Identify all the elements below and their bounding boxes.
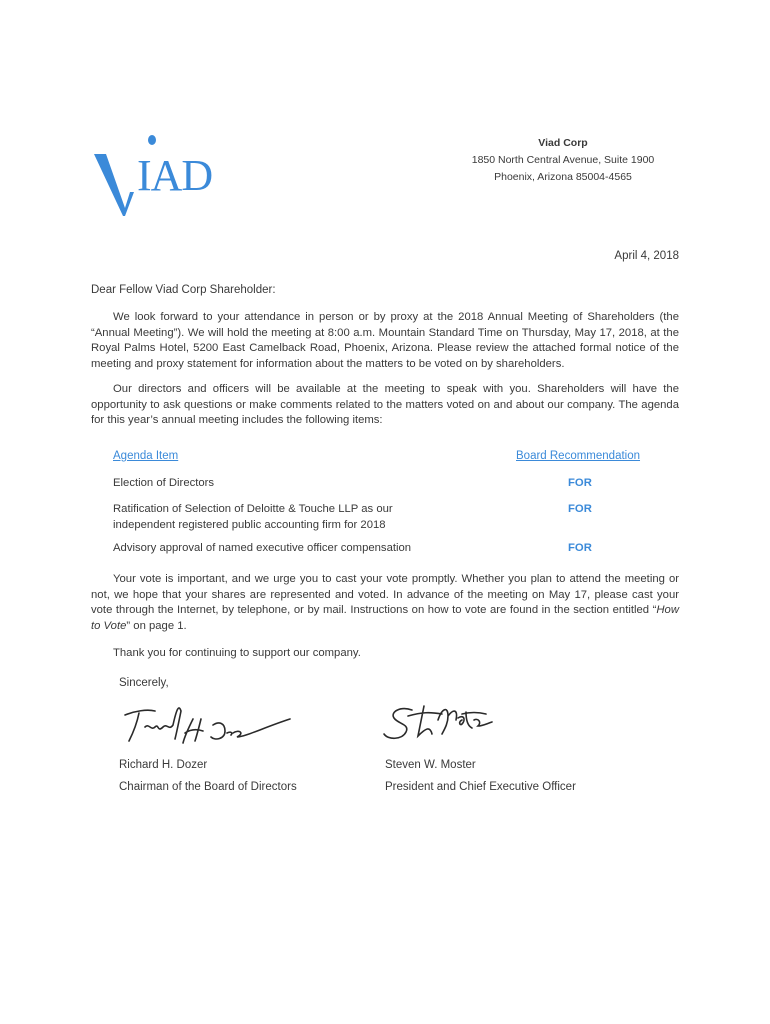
- address-line-1: 1850 North Central Avenue, Suite 1900: [471, 154, 655, 166]
- signature-steven-moster: [382, 700, 497, 745]
- letterhead-address: [440, 135, 686, 186]
- letter-date: April 4, 2018: [614, 250, 679, 262]
- agenda-recommendation: FOR: [568, 477, 592, 489]
- board-recommendation-header: Board Recommendation: [516, 450, 641, 462]
- salutation: Dear Fellow Viad Corp Shareholder:: [91, 284, 276, 296]
- agenda-item-header: Agenda Item: [113, 450, 179, 462]
- agenda-recommendation: FOR: [568, 542, 592, 554]
- agenda-item-text: Election of Directors: [113, 477, 215, 489]
- viad-logo: [92, 130, 237, 220]
- vote-text-after: ” on page 1.: [126, 619, 187, 632]
- thanks-paragraph: Thank you for continuing to support our company.: [113, 647, 361, 659]
- agenda-item-text: Ratification of Selection of Deloitte & Touche LLP as our independent registered public accounting firm for 2018: [113, 503, 393, 531]
- closing: Sincerely,: [119, 677, 169, 689]
- vote-text-before: Your vote is important, and we urge you to cast your vote promptly. Whether you plan to attend the meeting or not, we hope that your shares are represented and voted. In advance of the meeting on May 17, please cast your vote through the Internet, by telephone, or by mail. Instructions on how to vote are found in the section entitled “: [91, 573, 679, 616]
- signer-title: President and Chief Executive Officer: [385, 781, 576, 793]
- directors-paragraph: Our directors and officers will be available at the meeting to speak with you. Shareholders will have the opportunity to ask questions or make comments related to the matters voted on and about our company. The agenda for this year’s annual meeting includes the following items:: [91, 383, 679, 426]
- how-to-vote-reference: How to Vote: [91, 604, 679, 632]
- signature-richard-dozer: [115, 697, 300, 752]
- signer-block: [385, 754, 576, 798]
- agenda-recommendation: FOR: [568, 503, 592, 515]
- vote-paragraph: [91, 572, 679, 634]
- address-line-2: Phoenix, Arizona 85004-4565: [494, 171, 632, 183]
- svg-text:IAD: IAD: [137, 151, 213, 200]
- signer-name: Steven W. Moster: [385, 759, 476, 771]
- signer-title: Chairman of the Board of Directors: [119, 781, 297, 793]
- signer-name: Richard H. Dozer: [119, 759, 208, 771]
- company-name: Viad Corp: [538, 137, 588, 149]
- agenda-item-text: Advisory approval of named executive officer compensation: [113, 542, 412, 554]
- intro-paragraph: We look forward to your attendance in person or by proxy at the 2018 Annual Meeting of Shareholders (the “Annual Meeting”). We will hold the meeting at 8:00 a.m. Mountain Standard Time on Thursday, May 17, 2018, at the Royal Palms Hotel, 5200 East Camelback Road, Phoenix, Arizona. Please review the attached formal notice of the meeting and proxy statement for information about the matters to be voted on by shareholders.: [91, 311, 679, 370]
- signer-block: [119, 754, 297, 798]
